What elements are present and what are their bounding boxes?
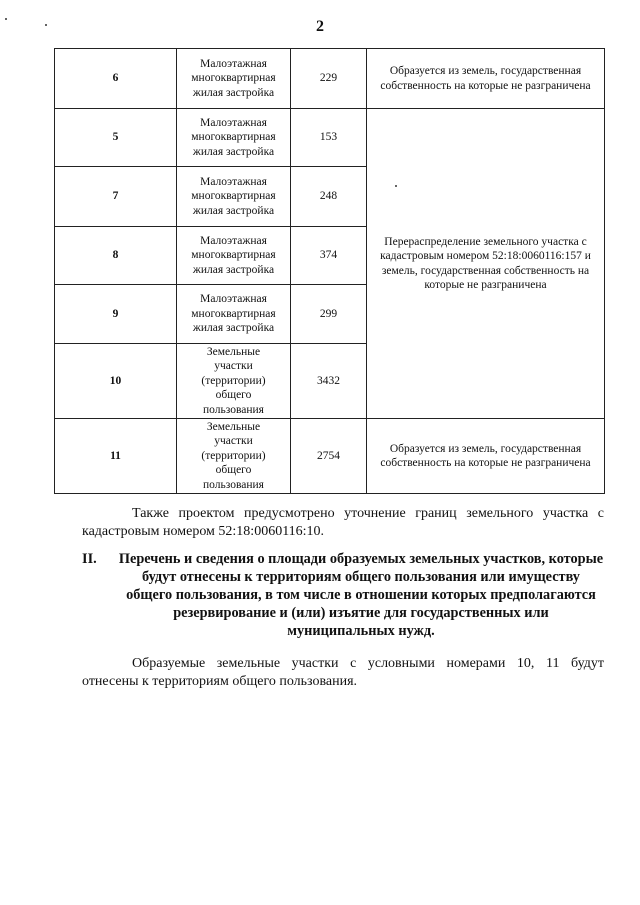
- plot-area: 299: [291, 285, 367, 344]
- scan-speck: [395, 185, 397, 187]
- permitted-use: Малоэтажная многоквартирная жилая застройка: [177, 167, 291, 227]
- paragraph-line: кадастровым номером 52:18:0060116:10.: [82, 524, 325, 539]
- public-use-paragraph: [82, 655, 604, 673]
- formation-method: Образуется из земель, государственная собственность на которые не разграничена: [367, 49, 605, 109]
- paragraph-line: отнесены к территориям общего пользования.: [82, 674, 358, 689]
- formation-method: Образуется из земель, государственная собственность на которые не разграничена: [367, 419, 605, 494]
- permitted-use: Земельные участки (территории) общего пользования: [177, 419, 291, 494]
- table-row: [55, 49, 605, 109]
- plot-number: 6: [55, 49, 177, 109]
- boundary-clarification-paragraph: [82, 505, 604, 523]
- land-plots-table: [54, 48, 605, 494]
- plot-number: 10: [55, 344, 177, 419]
- paragraph-line: Образуемые земельные участки с условными номерами 10, 11 будут: [132, 656, 604, 671]
- plot-number: 7: [55, 167, 177, 227]
- section-number: II.: [82, 551, 97, 567]
- plot-area: 3432: [291, 344, 367, 419]
- boundary-clarification-paragraph-continued: [82, 523, 604, 541]
- page-number: 2: [316, 18, 324, 35]
- plot-area: 248: [291, 167, 367, 227]
- plot-area: 2754: [291, 419, 367, 494]
- permitted-use: Земельные участки (территории) общего пользования: [177, 344, 291, 419]
- table-row: [55, 109, 605, 167]
- plot-number: 11: [55, 419, 177, 494]
- permitted-use: Малоэтажная многоквартирная жилая застройка: [177, 227, 291, 285]
- permitted-use: Малоэтажная многоквартирная жилая застройка: [177, 49, 291, 109]
- paragraph-line: Также проектом предусмотрено уточнение границ земельного участка с: [132, 506, 604, 521]
- plot-number: 8: [55, 227, 177, 285]
- formation-method-merged: [367, 109, 605, 419]
- section-title: Перечень и сведения о площади образуемых земельных участков, которые будут отнесены к территориям общего пользования или имуществу общего пользования, в том числе в отношении которых предполагаются резервирование и (или) изъятие для государственных или муниципальных нужд.: [118, 551, 604, 639]
- permitted-use: Малоэтажная многоквартирная жилая застройка: [177, 285, 291, 344]
- public-use-paragraph-continued: [82, 673, 604, 691]
- table-row: [55, 419, 605, 494]
- plot-number: 9: [55, 285, 177, 344]
- permitted-use: Малоэтажная многоквартирная жилая застройка: [177, 109, 291, 167]
- plot-area: 153: [291, 109, 367, 167]
- plot-area: 374: [291, 227, 367, 285]
- plot-area: 229: [291, 49, 367, 109]
- plot-number: 5: [55, 109, 177, 167]
- formation-method-text: Перераспределение земельного участка с кадастровым номером 52:18:0060116:157 и земель, государственная собственность на которые не разграничена: [380, 235, 591, 291]
